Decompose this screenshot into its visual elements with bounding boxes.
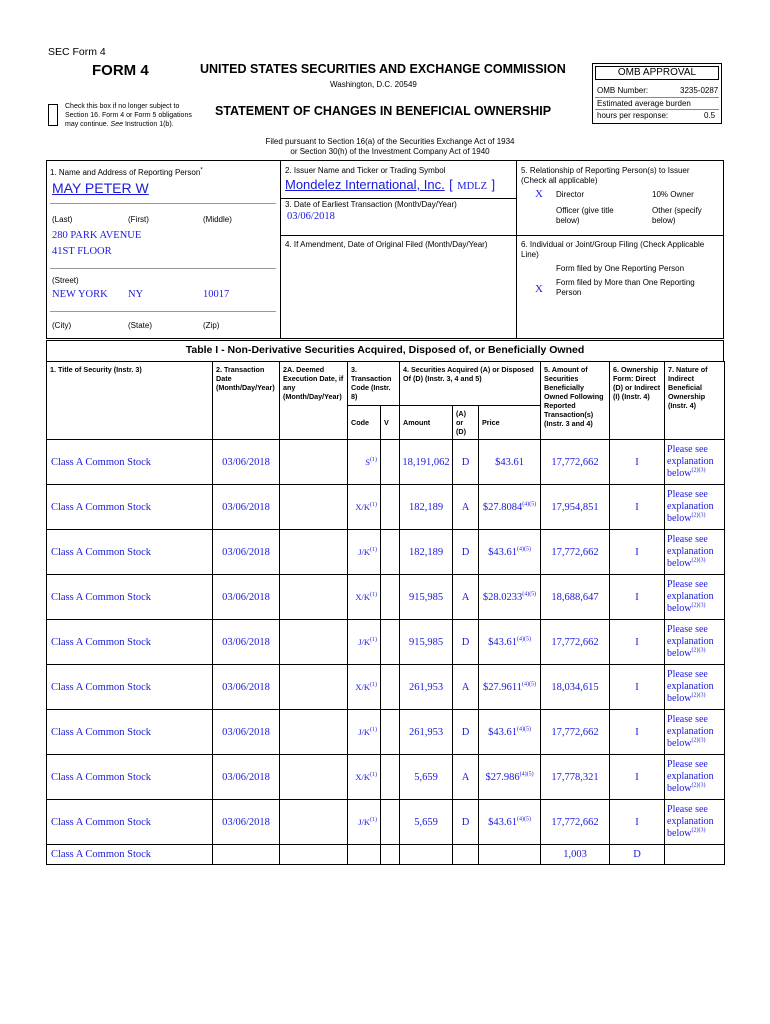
deemed-date [280,665,348,710]
price-value: $27.986 [485,771,520,783]
nature-footnote: (2)(3) [691,827,706,834]
transaction-date: 03/06/2018 [213,665,280,710]
omb-hours-value: 0.5 [704,111,716,120]
nature-below: below [667,468,692,479]
deemed-date [280,710,348,755]
nature-line-1: Please see [667,444,708,455]
nature-line-1: Please see [667,804,708,815]
cell-empty [348,845,381,865]
subcol-price: Price [479,406,541,440]
state-value: NY [128,289,144,300]
reporting-person-name[interactable]: MAY PETER W [52,180,149,196]
city-label: (City) [52,321,72,330]
nature-of-ownership [665,755,725,800]
nature-line-1: Please see [667,624,708,635]
owned-following: 17,778,321 [541,755,610,800]
nature-line-1: Please see [667,489,708,500]
box1-label-text: 1. Name and Address of Reporting Person [50,168,201,177]
transaction-code [348,620,381,665]
transaction-code [348,530,381,575]
amount: 915,985 [400,575,453,620]
nature-line-2: explanation [667,456,714,467]
nature-of-ownership [665,485,725,530]
filed-line-1: Filed pursuant to Section 16(a) of the Securities Exchange Act of 1934 [265,137,515,146]
table-row [47,800,725,845]
transaction-code [348,440,381,485]
ticker-symbol: MDLZ [457,181,487,192]
price [479,575,541,620]
checkbox-instr: Instruction 1(b). [124,121,174,128]
transaction-date: 03/06/2018 [213,485,280,530]
price-value: $43.61 [495,456,524,468]
omb-burden-label: Estimated average burden [597,99,691,108]
non-derivative-table [46,361,725,865]
ownership-form: D [610,845,665,865]
code-footnote: (1) [370,817,377,824]
transaction-code [348,485,381,530]
price-footnote: (4)(5) [522,681,537,687]
zip-value: 10017 [203,289,230,300]
nature-footnote: (2)(3) [691,737,706,744]
transaction-date: 03/06/2018 [213,800,280,845]
nature-line-2: explanation [667,771,714,782]
nature-line-2: explanation [667,636,714,647]
code-footnote: (1) [370,457,377,464]
price-value: $43.61 [488,546,517,558]
nature-line-3 [667,513,724,525]
col-ownership-form: 6. Ownership Form: Direct (D) or Indirect (I) (Instr. 4) [610,362,665,440]
nature-line-3 [667,648,724,660]
transaction-code [348,800,381,845]
col-nature-ownership: 7. Nature of Indirect Beneficial Ownership (Instr. 4) [665,362,725,440]
nature-line-3 [667,558,724,570]
nature-of-ownership [665,710,725,755]
code-value: S [365,457,370,467]
price-footnote: (4)(5) [522,591,537,597]
amount: 18,191,062 [400,440,453,485]
price-footnote: (4)(5) [516,816,531,822]
nature-footnote: (2)(3) [691,647,706,654]
code-footnote: (1) [370,637,377,644]
address-line-1: 280 PARK AVENUE [52,230,142,241]
nature-line-3 [667,738,724,750]
transaction-date: 03/06/2018 [213,620,280,665]
last-label: (Last) [52,215,73,224]
price-value: $27.8084 [482,501,523,513]
nature-footnote: (2)(3) [691,602,706,609]
ownership-form: I [610,575,665,620]
col-title-security: 1. Title of Security (Instr. 3) [47,362,213,440]
more-persons-mark[interactable]: X [535,283,543,295]
table-row [47,755,725,800]
code-value: X/K [355,502,370,512]
nature-of-ownership [665,575,725,620]
director-mark[interactable]: X [535,188,543,200]
owned-following: 17,772,662 [541,440,610,485]
nature-of-ownership [665,530,725,575]
filed-pursuant [240,137,540,157]
nature-below: below [667,558,692,569]
omb-title: OMB APPROVAL [595,66,719,80]
box5-sublabel: (Check all applicable) [521,176,598,185]
nature-line-2: explanation [667,681,714,692]
nature-footnote: (2)(3) [691,692,706,699]
cell-empty [213,845,280,865]
v-cell [381,440,400,485]
nature-line-3 [667,783,724,795]
code-footnote: (1) [370,772,377,779]
nature-line-1: Please see [667,759,708,770]
security-title: Class A Common Stock [47,440,213,485]
code-footnote: (1) [370,592,377,599]
code-footnote: (1) [370,502,377,509]
col-deemed-date: 2A. Deemed Execution Date, if any (Month/Day/Year) [280,362,348,440]
officer-label: Officer (give title below) [556,206,614,225]
owned-following: 17,954,851 [541,485,610,530]
acquired-or-disposed: A [453,755,479,800]
subcol-code: Code [348,406,381,440]
nature-line-2: explanation [667,501,714,512]
col-amount-owned: 5. Amount of Securities Beneficially Owned Following Reported Transaction(s) (Instr. 3 and 4) [541,362,610,440]
price-footnote: (4)(5) [522,501,537,507]
price-footnote: (4)(5) [516,726,531,732]
col-transaction-code: 3. Transaction Code (Instr. 8) [348,362,400,406]
box2-label: 2. Issuer Name and Ticker or Trading Symbol [285,166,446,175]
price-value: $43.61 [488,636,517,648]
nature-line-2: explanation [667,591,714,602]
amount: 182,189 [400,485,453,530]
cell-empty [400,845,453,865]
amount: 182,189 [400,530,453,575]
table-row [47,665,725,710]
ownership-form: I [610,440,665,485]
form-title: FORM 4 [92,62,149,79]
ownership-form: I [610,620,665,665]
nature-of-ownership [665,440,725,485]
ownership-form: I [610,710,665,755]
transaction-date: 03/06/2018 [213,440,280,485]
security-title: Class A Common Stock [47,710,213,755]
nature-below: below [667,783,692,794]
nature-line-1: Please see [667,669,708,680]
ownership-form: I [610,485,665,530]
cell-empty [479,845,541,865]
col-securities-acquired: 4. Securities Acquired (A) or Disposed Of (D) (Instr. 3, 4 and 5) [400,362,541,406]
security-title: Class A Common Stock [47,485,213,530]
middle-label: (Middle) [203,215,232,224]
transaction-date: 03/06/2018 [213,755,280,800]
owned-following: 17,772,662 [541,530,610,575]
code-value: J/K [358,727,370,737]
issuer-name[interactable]: Mondelez International, Inc. [285,177,445,192]
one-person-label: Form filed by One Reporting Person [556,264,685,273]
amount: 5,659 [400,755,453,800]
code-value: J/K [358,547,370,557]
table-row [47,530,725,575]
table-row [47,620,725,665]
nature-line-3 [667,468,724,480]
acquired-or-disposed: A [453,665,479,710]
transaction-code [348,710,381,755]
acquired-or-disposed: A [453,485,479,530]
price [479,620,541,665]
code-value: X/K [355,682,370,692]
box4-label: 4. If Amendment, Date of Original Filed (Month/Day/Year) [285,240,488,249]
table1-title: Table I - Non-Derivative Securities Acquired, Disposed of, or Beneficially Owned [185,344,585,356]
transaction-date: 03/06/2018 [213,575,280,620]
code-value: J/K [358,637,370,647]
security-title: Class A Common Stock [47,845,213,865]
nature-line-1: Please see [667,579,708,590]
amount: 261,953 [400,710,453,755]
commission-location: Washington, D.C. 20549 [330,80,417,89]
box1-label [50,168,203,178]
nature-line-3 [667,693,724,705]
acquired-or-disposed: D [453,710,479,755]
box3-label: 3. Date of Earliest Transaction (Month/Day/Year) [285,200,457,209]
col-transaction-date: 2. Transaction Date (Month/Day/Year) [213,362,280,440]
price-value: $43.61 [488,726,517,738]
nature-footnote: (2)(3) [691,557,706,564]
code-value: X/K [355,592,370,602]
table-row-last [47,845,725,865]
ten-pct-owner-label: 10% Owner [652,190,694,199]
security-title: Class A Common Stock [47,620,213,665]
table-row [47,440,725,485]
deemed-date [280,485,348,530]
owned-following: 17,772,662 [541,620,610,665]
security-title: Class A Common Stock [47,755,213,800]
security-title: Class A Common Stock [47,800,213,845]
price-footnote: (4)(5) [516,636,531,642]
nature-line-2: explanation [667,816,714,827]
table-row [47,485,725,530]
ownership-form: I [610,800,665,845]
ownership-form: I [610,755,665,800]
cell-empty [381,845,400,865]
acquired-or-disposed: D [453,620,479,665]
subcol-a-or-d: (A) or (D) [453,406,479,440]
filed-line-2: or Section 30(h) of the Investment Company Act of 1940 [290,147,490,156]
v-cell [381,800,400,845]
address-line-2: 41ST FLOOR [52,246,112,257]
nature-of-ownership [665,800,725,845]
checkbox-text: Check this box if no longer subject to Section 16. Form 4 or Form 5 obligations may continue. [65,103,192,128]
deemed-date [280,800,348,845]
subcol-v: V [381,406,400,440]
nature-line-1: Please see [667,714,708,725]
price [479,800,541,845]
nature-footnote: (2)(3) [691,512,706,519]
price [479,530,541,575]
nature-below: below [667,513,692,524]
transaction-date: 03/06/2018 [213,530,280,575]
table-row [47,575,725,620]
deemed-date [280,575,348,620]
ticker-close: ] [491,177,496,192]
owned-following: 17,772,662 [541,710,610,755]
ownership-form: I [610,665,665,710]
v-cell [381,665,400,710]
v-cell [381,575,400,620]
nature-of-ownership [665,620,725,665]
nature-footnote: (2)(3) [691,782,706,789]
cell-empty [280,845,348,865]
street-label: (Street) [52,276,79,285]
deemed-date [280,755,348,800]
cell-empty [665,845,725,865]
price [479,440,541,485]
nature-line-2: explanation [667,546,714,557]
amount: 915,985 [400,620,453,665]
nature-below: below [667,828,692,839]
commission-title: UNITED STATES SECURITIES AND EXCHANGE COMMISSION [200,62,566,76]
omb-hours-label: hours per response: [597,111,669,120]
acquired-or-disposed: D [453,440,479,485]
checkbox-instructions [65,102,200,129]
statement-title: STATEMENT OF CHANGES IN BENEFICIAL OWNERSHIP [215,104,552,118]
code-footnote: (1) [370,547,377,554]
other-label: Other (specify below) [652,206,702,225]
acquired-or-disposed: D [453,800,479,845]
v-cell [381,530,400,575]
code-value: X/K [355,772,370,782]
nature-of-ownership [665,665,725,710]
v-cell [381,710,400,755]
code-footnote: (1) [370,727,377,734]
cell-empty [453,845,479,865]
nature-line-3 [667,603,724,615]
nature-below: below [667,648,692,659]
subcol-amount: Amount [400,406,453,440]
issuer-line [285,176,495,194]
sec-form-label: SEC Form 4 [48,46,106,58]
amount: 5,659 [400,800,453,845]
price-value: $27.9611 [483,681,523,693]
director-label: Director [556,190,585,199]
deemed-date [280,440,348,485]
omb-number-label: OMB Number: [597,86,649,95]
box6-label: 6. Individual or Joint/Group Filing (Check Applicable Line) [521,240,705,259]
price-value: $43.61 [488,816,517,828]
ticker-open: [ [449,177,453,192]
price [479,710,541,755]
box5-label [521,166,721,186]
price [479,665,541,710]
city-value: NEW YORK [52,289,108,300]
transaction-code [348,755,381,800]
code-value: J/K [358,817,370,827]
price [479,485,541,530]
transaction-code [348,665,381,710]
v-cell [381,620,400,665]
ownership-form: I [610,530,665,575]
earliest-transaction-date: 03/06/2018 [287,211,335,222]
v-cell [381,755,400,800]
more-persons-label: Form filed by More than One Reporting Person [556,278,695,297]
security-title: Class A Common Stock [47,530,213,575]
price-footnote: (4)(5) [516,546,531,552]
amount: 261,953 [400,665,453,710]
deemed-date [280,620,348,665]
security-title: Class A Common Stock [47,665,213,710]
price [479,755,541,800]
box5-label-text: 5. Relationship of Reporting Person(s) to Issuer [521,166,690,175]
deemed-date [280,530,348,575]
nature-footnote: (2)(3) [691,467,706,474]
nature-line-3 [667,828,724,840]
state-label: (State) [128,321,153,330]
nature-below: below [667,738,692,749]
transaction-code [348,575,381,620]
v-cell [381,485,400,530]
code-footnote: (1) [370,682,377,689]
omb-number-value: 3235-0287 [680,86,719,95]
security-title: Class A Common Stock [47,575,213,620]
price-footnote: (4)(5) [519,771,534,777]
transaction-date: 03/06/2018 [213,710,280,755]
owned-following: 17,772,662 [541,800,610,845]
nature-line-2: explanation [667,726,714,737]
zip-label: (Zip) [203,321,220,330]
owned-following: 18,034,615 [541,665,610,710]
owned-following: 1,003 [541,845,610,865]
nature-line-1: Please see [667,534,708,545]
nature-below: below [667,603,692,614]
first-label: (First) [128,215,149,224]
price-value: $28.0233 [482,591,523,603]
acquired-or-disposed: D [453,530,479,575]
acquired-or-disposed: A [453,575,479,620]
table-row [47,710,725,755]
nature-below: below [667,693,692,704]
checkbox-see: See [110,121,124,128]
no-longer-subject-checkbox[interactable] [48,104,58,126]
box1-asterisk: * [200,167,203,174]
owned-following: 18,688,647 [541,575,610,620]
